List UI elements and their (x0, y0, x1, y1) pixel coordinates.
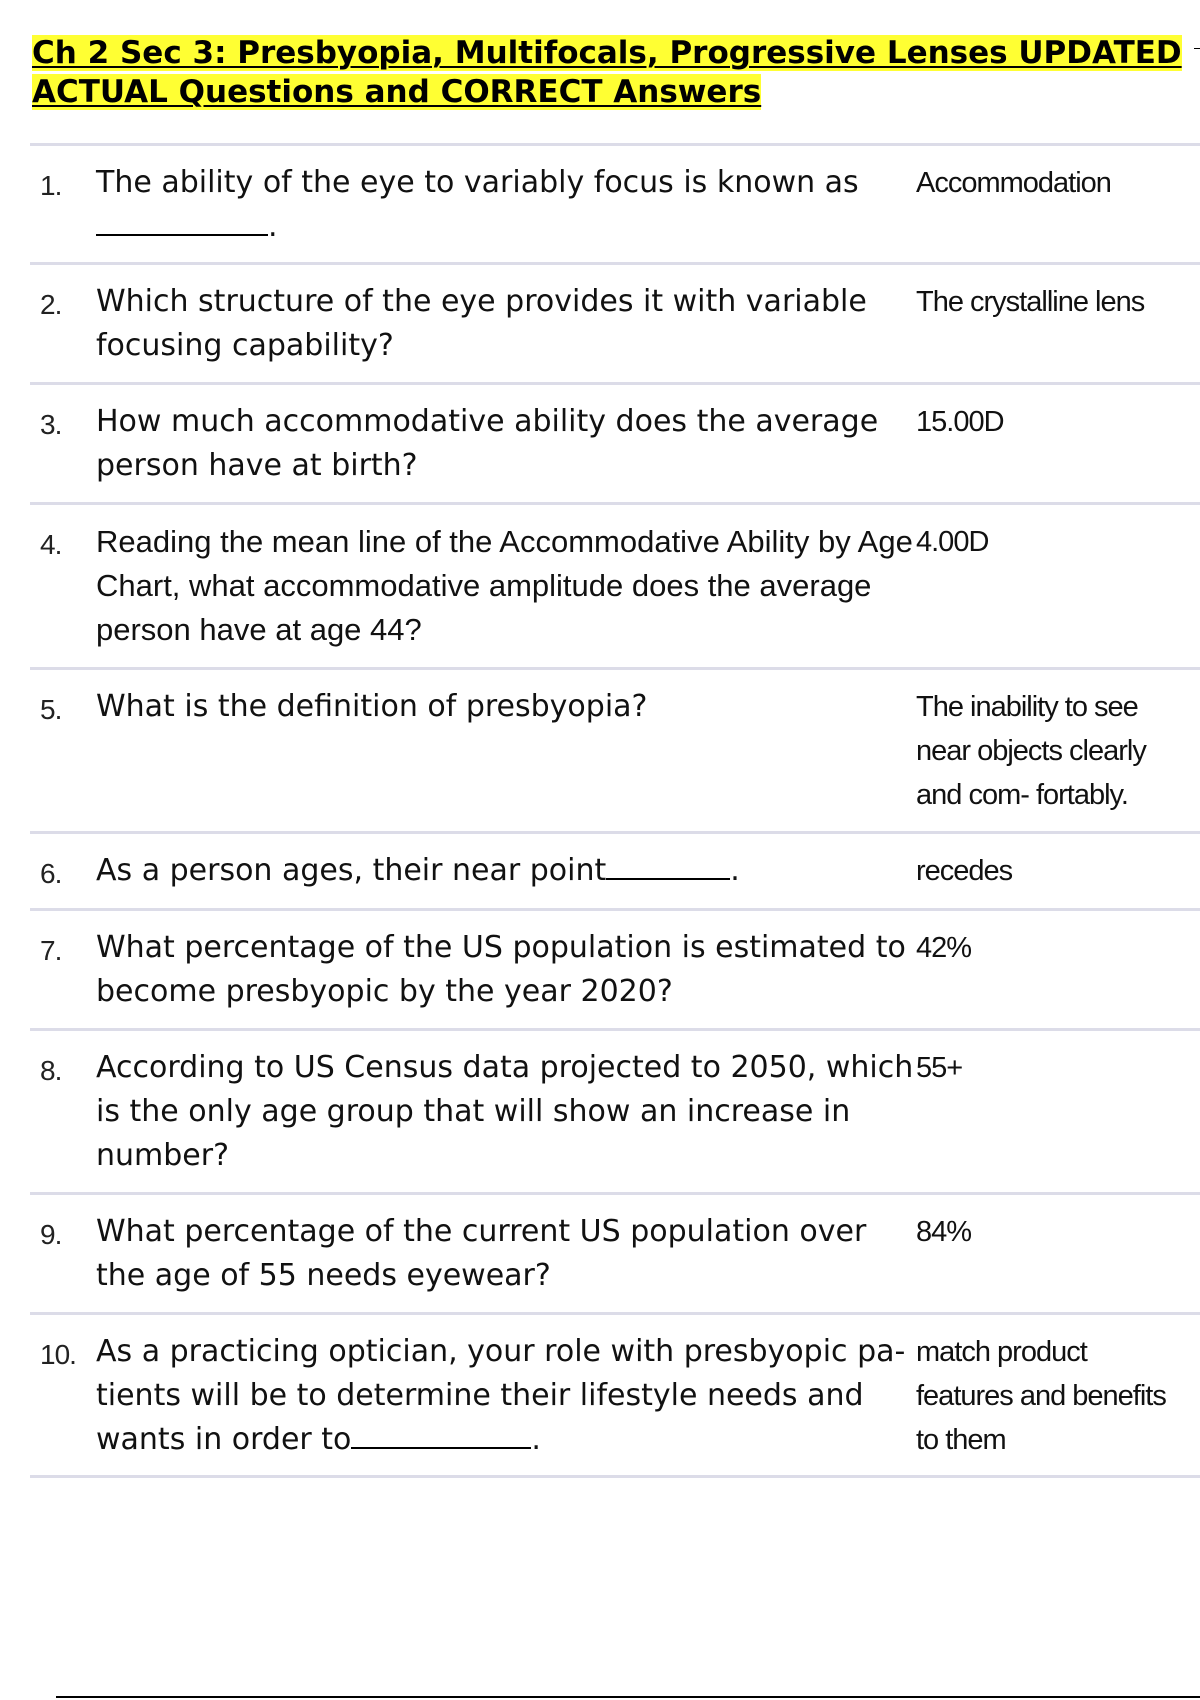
question-number: 6. (40, 858, 62, 889)
qa-row-4 (30, 505, 1200, 670)
document-header (32, 34, 1182, 112)
question-number: 8. (40, 1055, 62, 1086)
question-number: 5. (40, 694, 62, 725)
qa-row-2 (30, 265, 1200, 385)
question-text-body: As a practicing optician, your role with presbyopic pa- tients will be to determine their lifestyle needs and wants in order to (96, 1334, 906, 1457)
title-line-2 (32, 73, 1142, 112)
answer-text: match product features and benefits to them (916, 1336, 1166, 1456)
answer-text: 4.00D (916, 526, 989, 558)
question-text (96, 146, 916, 262)
question-number: 10. (40, 1339, 76, 1370)
question-text-body: The ability of the eye to variably focus is known as (96, 165, 859, 200)
title-trailing-rule (1194, 48, 1200, 49)
question-text: According to US Census data projected to 2050, which is the only age group that will show an increase in number? (96, 1050, 914, 1173)
blank-underline (351, 1421, 531, 1449)
qa-table (30, 143, 1200, 1478)
question-number: 9. (40, 1219, 62, 1250)
question-text: What percentage of the current US population over the age of 55 needs eyewear? (96, 1214, 867, 1293)
question-text-body: As a person ages, their near point (96, 853, 607, 888)
answer-blank-line (96, 205, 916, 249)
question-number: 1. (40, 170, 62, 201)
title-text-2: ACTUAL Questions and CORRECT Answers (32, 74, 762, 110)
qa-row-7 (30, 911, 1200, 1031)
question-number: 7. (40, 935, 62, 966)
title-line-1 (32, 34, 1182, 73)
question-text: How much accommodative ability does the average person have at birth? (96, 404, 879, 483)
answer-text: 15.00D (916, 406, 1004, 438)
blank-suffix: . (730, 853, 740, 888)
question-text: What percentage of the US population is estimated to become presbyopic by the year 2020? (96, 930, 906, 1009)
qa-row-3 (30, 385, 1200, 505)
question-number: 2. (40, 289, 62, 320)
title-text-1: Ch 2 Sec 3: Presbyopia, Multifocals, Progressive Lenses UPDATED (32, 35, 1182, 71)
qa-row-10 (30, 1315, 1200, 1478)
answer-text: The inability to see near objects clearly and com- fortably. (916, 691, 1146, 811)
answer-text: The crystalline lens (916, 286, 1145, 318)
question-number: 3. (40, 409, 62, 440)
question-text (96, 1315, 916, 1475)
question-text (96, 834, 916, 908)
answer-text: 55+ (916, 1052, 963, 1084)
qa-row-8 (30, 1031, 1200, 1195)
qa-row-5 (30, 670, 1200, 834)
blank-underline (606, 852, 730, 880)
blank-suffix: . (531, 1422, 541, 1457)
qa-row-1 (30, 146, 1200, 265)
footer-rule (56, 1696, 1200, 1698)
qa-row-6 (30, 834, 1200, 911)
question-text: Reading the mean line of the Accommodative Ability by Age Chart, what accommodative amplitude does the average person have at age 44? (96, 524, 913, 647)
answer-text: 42% (916, 932, 972, 964)
answer-text: 84% (916, 1216, 972, 1248)
question-number: 4. (40, 529, 62, 560)
question-text: What is the definition of presbyopia? (96, 689, 648, 724)
blank-suffix: . (268, 209, 278, 244)
answer-text: recedes (916, 855, 1013, 887)
blank-underline (96, 208, 268, 236)
question-text: Which structure of the eye provides it with variable focusing capability? (96, 284, 867, 363)
answer-text: Accommodation (916, 167, 1111, 199)
qa-row-9 (30, 1195, 1200, 1315)
